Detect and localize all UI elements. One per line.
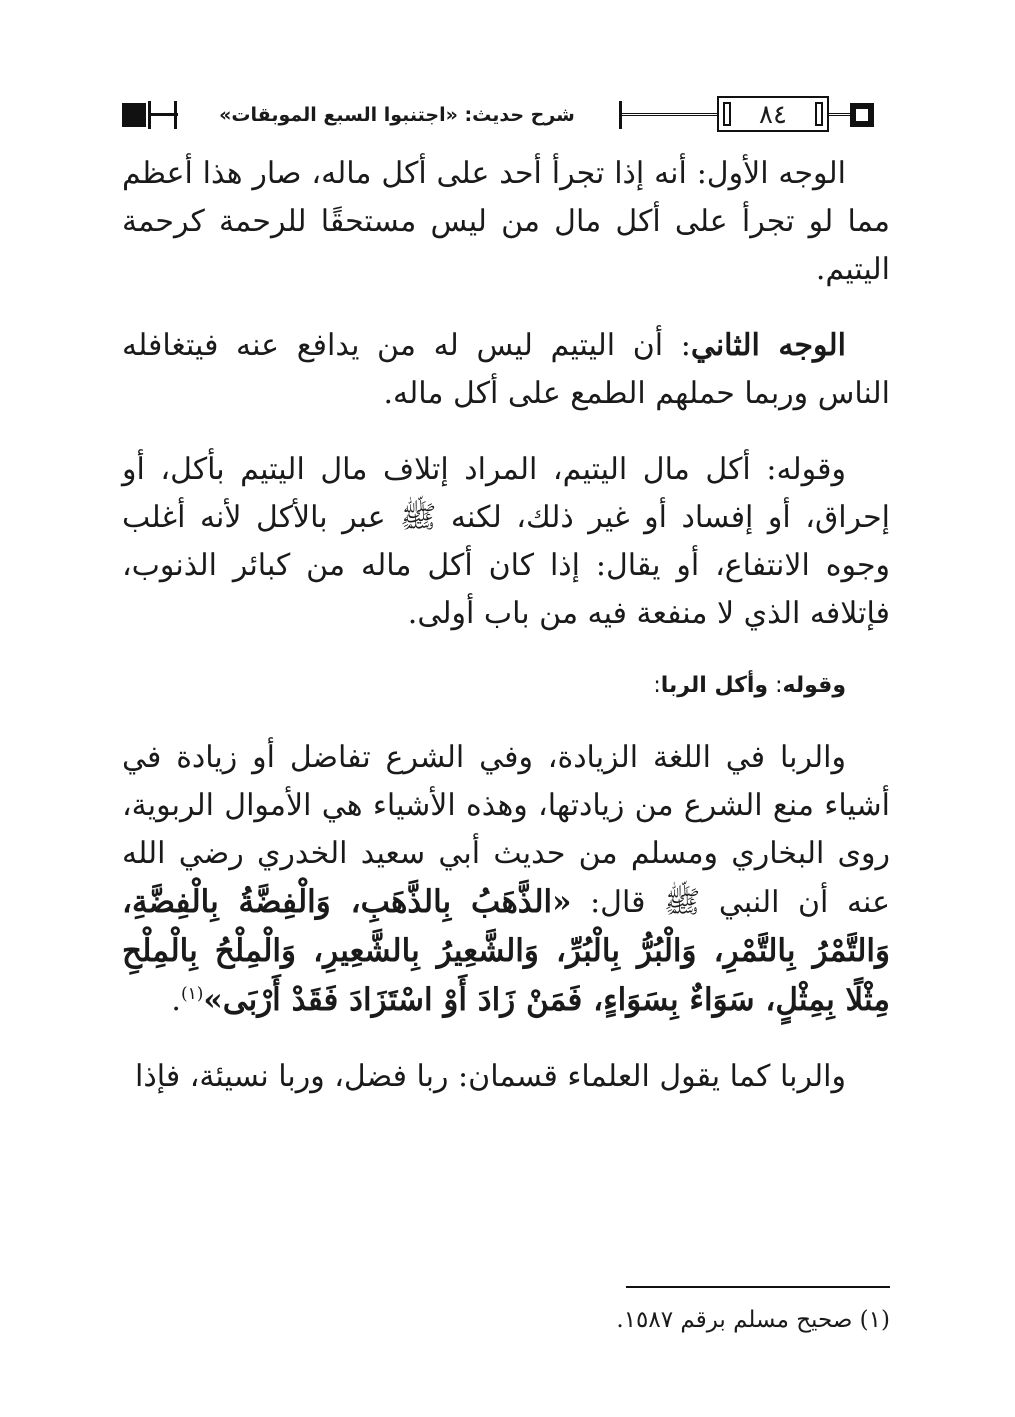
paragraph-riba-definition: والربا في اللغة الزيادة، وفي الشرع تفاضل أو زيادة في أشياء منع الشرع من زيادتها، وهذه الأشياء هي الأموال الربوية، روى البخاري ومسلم من حديث أبي سعيد الخدري رضي الله عنه أن النبي ﷺ قال: «الذَّهَبُ بِالذَّهَبِ، وَالْفِضَّةُ بِالْفِضَّةِ، وَالتَّمْرُ بِالتَّمْرِ، وَالْبُرُّ بِالْبُرِّ، وَالشَّعِيرُ بِالشَّعِيرِ، وَالْمِلْحُ بِالْمِلْحِ مِثْلًا بِمِثْلٍ، سَوَاءٌ بِسَوَاءٍ، فَمَنْ زَادَ أَوْ اسْتَزَادَ فَقَدْ أَرْبَى»$^{(١)}$. xyxy=(122,740,891,1018)
page-body xyxy=(122,150,890,1101)
running-header xyxy=(122,96,892,136)
hadith-quote: «الذَّهَبُ بِالذَّهَبِ، وَالْفِضَّةُ بِالْفِضَّةِ، وَالتَّمْرُ بِالتَّمْرِ، وَالْبُرُّ بِالْبُرِّ، وَالشَّعِيرُ بِالشَّعِيرِ، وَالْمِلْحُ بِالْمِلْحِ مِثْلًا بِمِثْلٍ، سَوَاءٌ بِسَوَاءٍ، فَمَنْ زَادَ أَوْ اسْتَزَادَ فَقَدْ أَرْبَى» xyxy=(122,884,890,1018)
header-ornament-bar xyxy=(174,101,177,129)
paragraph-riba-types: والربا كما يقول العلماء قسمان: ربا فضل، وربا نسيئة، فإذا xyxy=(135,1059,846,1094)
header-ornament-right-block xyxy=(850,103,874,127)
header-ornament-left-block xyxy=(122,103,146,127)
subheading-riba: وقوله: وأكل الربا: xyxy=(653,673,846,698)
footnote-separator xyxy=(626,1286,890,1288)
page-number: ٨٤ xyxy=(759,100,787,130)
header-ornament-line xyxy=(829,113,850,116)
paragraph-first-aspect: الوجه الأول: أنه إذا تجرأ أحد على أكل ماله، صار هذا أعظم مما لو تجرأ على أكل مال من ليس مستحقًا للرحمة كرحمة اليتيم. xyxy=(122,156,890,287)
paragraph-second-aspect: الوجه الثاني: أن اليتيم ليس له من يدافع عنه فيتغافله الناس وربما حملهم الطمع على أكل ماله. xyxy=(122,328,890,411)
page-number-frame xyxy=(717,96,829,132)
header-title: شرح حديث: «اجتنبوا السبع الموبقات» xyxy=(219,104,575,126)
header-ornament-line xyxy=(619,113,717,116)
footnote-reference: (١) xyxy=(180,984,204,1004)
footnote: (١) صحيح مسلم برقم ١٥٨٧. xyxy=(616,1307,890,1333)
header-ornament-bar xyxy=(148,101,151,129)
second-aspect-label: الوجه الثاني xyxy=(690,328,846,363)
paragraph-orphan-wealth: وقوله: أكل مال اليتيم، المراد إتلاف مال اليتيم بأكل، أو إحراق، أو إفساد أو غير ذلك، لكنه ﷺ عبر بالأكل لأنه أغلب وجوه الانتفاع، أو يقال: إذا كان أكل ماله من كبائر الذنوب، فإتلافه الذي لا منفعة فيه من باب أولى. xyxy=(122,452,890,631)
